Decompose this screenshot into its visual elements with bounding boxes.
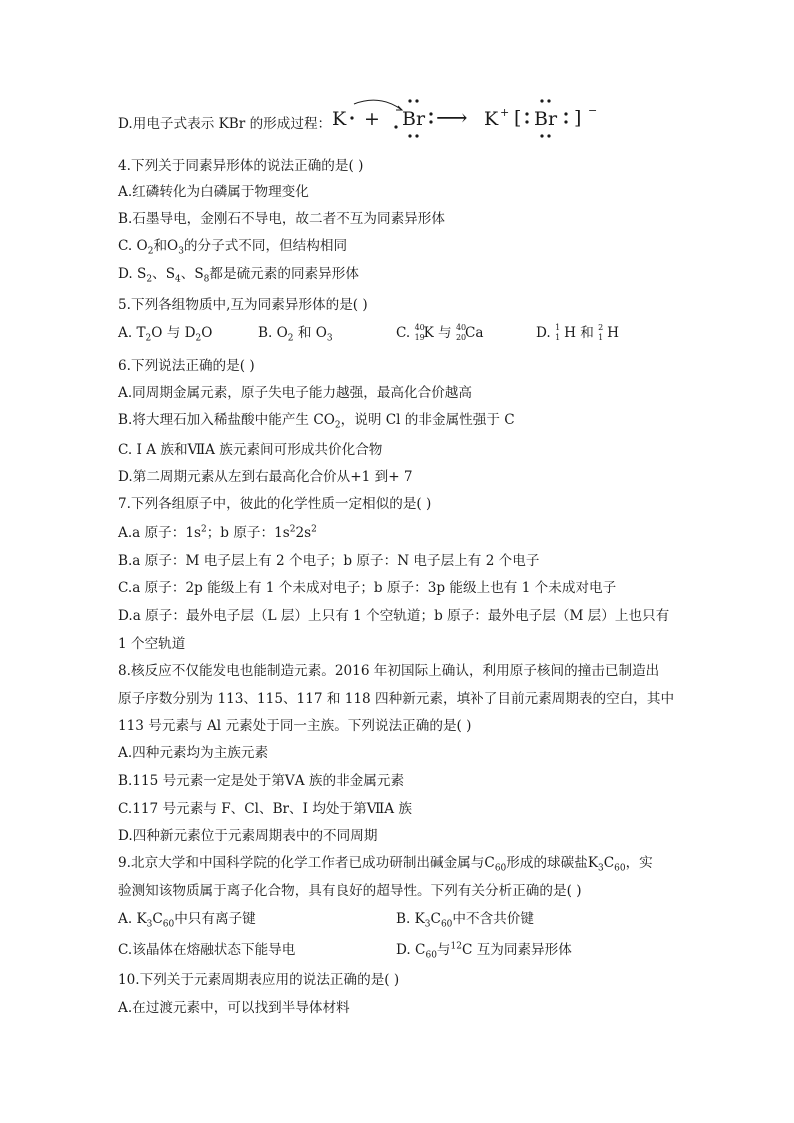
q5-option-c: C. 40 19 K 与 40 20 Ca bbox=[396, 322, 484, 342]
br-symbol-left: Br bbox=[402, 108, 426, 130]
q6-stem: 6.下列说法正确的是( ) bbox=[118, 358, 255, 374]
q7-option-c: C.a 原子：2p 能级上有 1 个未成对电子；b 原子：3p 能级上也有 1 个未成对电子 bbox=[118, 580, 617, 596]
q4-option-a: A.红磷转化为白磷属于物理变化 bbox=[118, 184, 309, 200]
q7-stem: 7.下列各组原子中，彼此的化学性质一定相似的是( ) bbox=[118, 496, 432, 512]
q8-option-b: B.115 号元素一定是处于第ⅤA 族的非金属元素 bbox=[118, 773, 405, 789]
q5-option-a: A. $T_2O$ 与 $D_2O$ bbox=[118, 325, 213, 344]
q9-option-a: A. $K_3C_{60}$中只有离子键 bbox=[118, 911, 256, 930]
q10-stem: 10.下列关于元素周期表应用的说法正确的是( ) bbox=[118, 972, 400, 988]
br-ion-charge: − bbox=[588, 104, 598, 117]
q4-option-b: B.石墨导电，金刚石不导电，故二者不互为同素异形体 bbox=[118, 211, 445, 227]
q7-option-b: B.a 原子：M 电子层上有 2 个电子；b 原子：N 电子层上有 2 个电子 bbox=[118, 553, 540, 569]
right-bracket: ] bbox=[574, 107, 582, 129]
q8-option-d: D.四种新元素位于元素周期表中的不同周期 bbox=[118, 828, 378, 844]
q6-option-a: A.同周期金属元素，原子失电子能力越强，最高化合价越高 bbox=[118, 385, 472, 401]
q9-option-c: C.该晶体在熔融状态下能导电 bbox=[118, 942, 296, 958]
q8-stem-line3: 113 号元素与 Al 元素处于同一主族。下列说法正确的是( ) bbox=[118, 718, 472, 734]
q5-option-b: B. $O_2$ 和 $O_3$ bbox=[258, 325, 333, 344]
br-ion-symbol: Br bbox=[534, 108, 558, 130]
k-ion-symbol: K bbox=[484, 108, 499, 130]
q9-stem-line2: 验测知该物质属于离子化合物，具有良好的超导性。下列有关分析正确的是( ) bbox=[118, 883, 582, 899]
k-ion-charge: + bbox=[500, 106, 510, 119]
k-symbol-left: K bbox=[332, 108, 347, 130]
q4-option-c: C. $O_2$和$O_3$的分子式不同，但结构相同 bbox=[118, 238, 348, 257]
left-bracket: [ bbox=[514, 107, 522, 129]
q8-stem-line1: 8.核反应不仅能发电也能制造元素。2016 年初国际上确认，利用原子核间的撞击已制造出 bbox=[118, 663, 660, 679]
q9-option-b: B. $K_3C_{60}$中不含共价键 bbox=[396, 911, 534, 930]
q6-option-b: B.将大理石加入稀盐酸中能产生 $CO_2$，说明 Cl 的非金属性强于 C bbox=[118, 412, 515, 431]
q8-option-c: C.117 号元素与 F、Cl、Br、I 均处于第ⅦA 族 bbox=[118, 801, 412, 817]
q7-option-a: A.a 原子：$1s^2$；b 原子：$1s^22s^2$ bbox=[118, 524, 317, 541]
q6-option-c: C. Ⅰ A 族和ⅦA 族元素间可形成共价化合物 bbox=[118, 442, 383, 458]
q8-stem-line2: 原子序数分别为 113、115、117 和 118 四种新元素，填补了目前元素周期表的空白，其中 bbox=[118, 691, 675, 707]
q7-option-d-line1: D.a 原子：最外电子层（L 层）上只有 1 个空轨道；b 原子：最外电子层（M 层）上也只有 bbox=[118, 608, 670, 624]
q10-option-a: A.在过渡元素中，可以找到半导体材料 bbox=[118, 1000, 350, 1016]
plus-sign: + bbox=[364, 108, 380, 130]
q3-option-d-label: D.用电子式表示 KBr 的形成过程： bbox=[118, 116, 332, 132]
q4-option-d: D. $S_2$、$S_4$、$S_8$都是硫元素的同素异形体 bbox=[118, 266, 359, 285]
q8-option-a: A.四种元素均为主族元素 bbox=[118, 745, 269, 761]
q4-stem: 4.下列关于同素异形体的说法正确的是( ) bbox=[118, 158, 364, 174]
q7-option-d-line2: 1 个空轨道 bbox=[118, 636, 186, 652]
q9-stem-line1: 9.北京大学和中国科学院的化学工作者已成功研制出碱金属与$C_{60}$形成的球碳盐$K_3C_{60}$，实 bbox=[118, 855, 653, 874]
q6-option-d: D.第二周期元素从左到右最高化合价从+1 到+ 7 bbox=[118, 469, 413, 485]
q9-option-d: D. $C_{60}$与$^{12}$C 互为同素异形体 bbox=[396, 941, 572, 961]
reaction-arrow: ⟶ bbox=[436, 106, 468, 131]
q5-stem: 5.下列各组物质中,互为同素异形体的是( ) bbox=[118, 297, 368, 313]
q5-option-d: D. 1 1 H 和 2 1 H bbox=[536, 322, 620, 342]
